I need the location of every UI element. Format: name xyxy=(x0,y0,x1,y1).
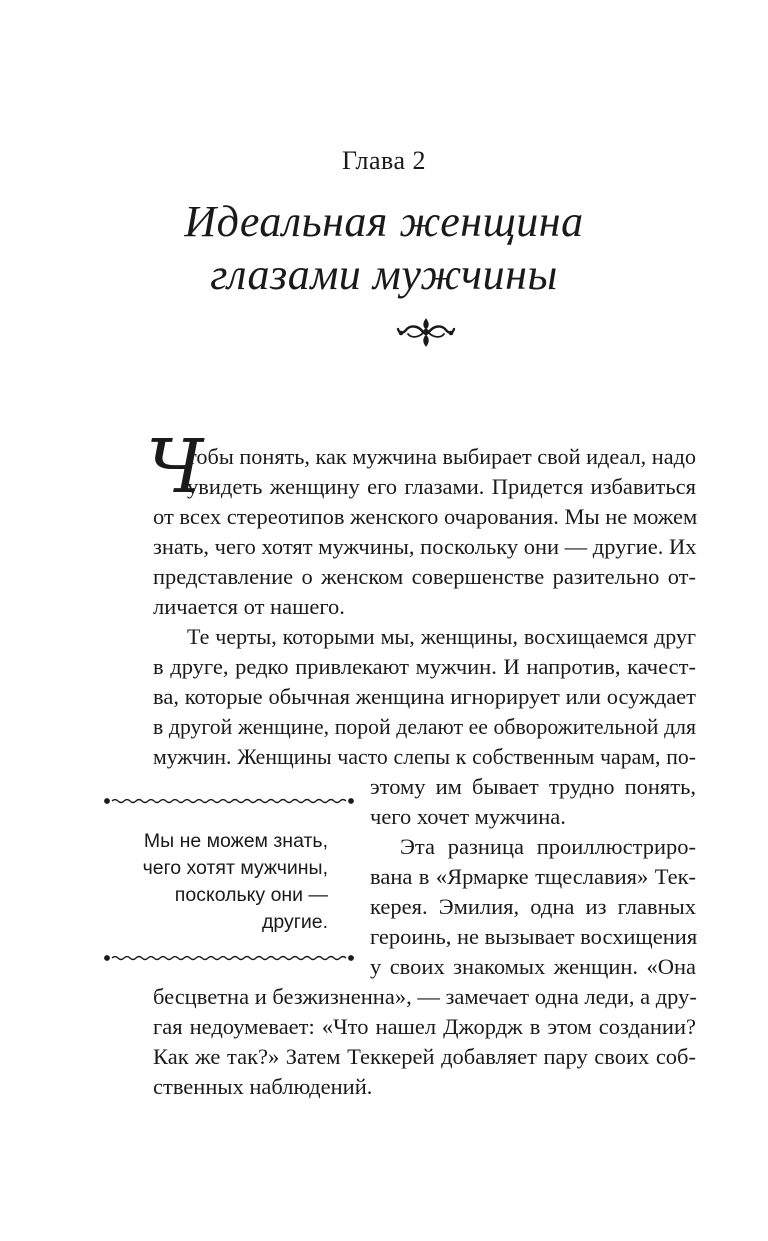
text-line: чего хочет мужчина. xyxy=(370,804,566,829)
pull-quote-line: поскольку они — xyxy=(174,884,328,906)
text-line: в другой женщине, порой делают ее обворожительной для xyxy=(153,715,696,739)
text-line: Эта разница проиллюстриро- xyxy=(400,834,696,859)
text-line: героинь, не вызывает восхищения xyxy=(370,924,698,949)
text-line: увидеть женщину его глазами. Придется избавиться xyxy=(187,474,696,499)
drop-cap: Ч xyxy=(146,424,204,510)
text-line: гая недоумевает: «Что нашел Джордж в этом создании? xyxy=(153,1014,696,1039)
text-line: ственных наблюдений. xyxy=(153,1074,373,1099)
text-line: вана в «Ярмарке тщеславия» Тек- xyxy=(370,864,696,889)
pull-quote-line: чего хотят мужчины, xyxy=(142,857,328,879)
text-line: Как же так?» Затем Теккерей добавляет пару своих соб- xyxy=(153,1044,696,1069)
text-line: от всех стереотипов женского очарования. Мы не можем xyxy=(153,504,698,529)
ornament-icon xyxy=(396,316,456,348)
text-line: у своих знакомых женщин. «Она xyxy=(370,954,696,979)
text-line: Те черты, которыми мы, женщины, восхищаемся друг xyxy=(187,624,696,649)
text-line: мужчин. Женщины часто слепы к собственным чарам, по- xyxy=(153,745,696,769)
text-line: ва, которые обычная женщина игнорирует или осуждает xyxy=(153,684,696,709)
pull-quote-line: Мы не можем знать, xyxy=(143,830,328,852)
text-line: в друге, редко привлекают мужчин. И напротив, качест- xyxy=(153,654,696,679)
decorative-rule-top xyxy=(104,794,354,808)
decorative-rule-bottom xyxy=(104,951,354,965)
chapter-title-line-2: глазами мужчины xyxy=(210,250,558,299)
text-line: тобы понять, как мужчина выбирает свой идеал, надо xyxy=(187,444,697,469)
text-line: этому им бывает трудно понять, xyxy=(370,774,696,799)
chapter-label: Глава 2 xyxy=(341,146,427,175)
pull-quote-line: другие. xyxy=(261,911,328,933)
pull-quote xyxy=(110,828,328,936)
text-line: представление о женском совершенстве разительно от- xyxy=(153,564,696,589)
chapter-title-line-1: Идеальная женщина xyxy=(184,197,584,246)
text-line: керея. Эмилия, одна из главных xyxy=(370,894,696,919)
text-line: знать, чего хотят мужчины, поскольку они — другие. Их xyxy=(153,534,697,559)
text-line: бесцветна и безжизненна», — замечает одна леди, а дру- xyxy=(153,984,697,1009)
text-line: личается от нашего. xyxy=(153,594,345,619)
